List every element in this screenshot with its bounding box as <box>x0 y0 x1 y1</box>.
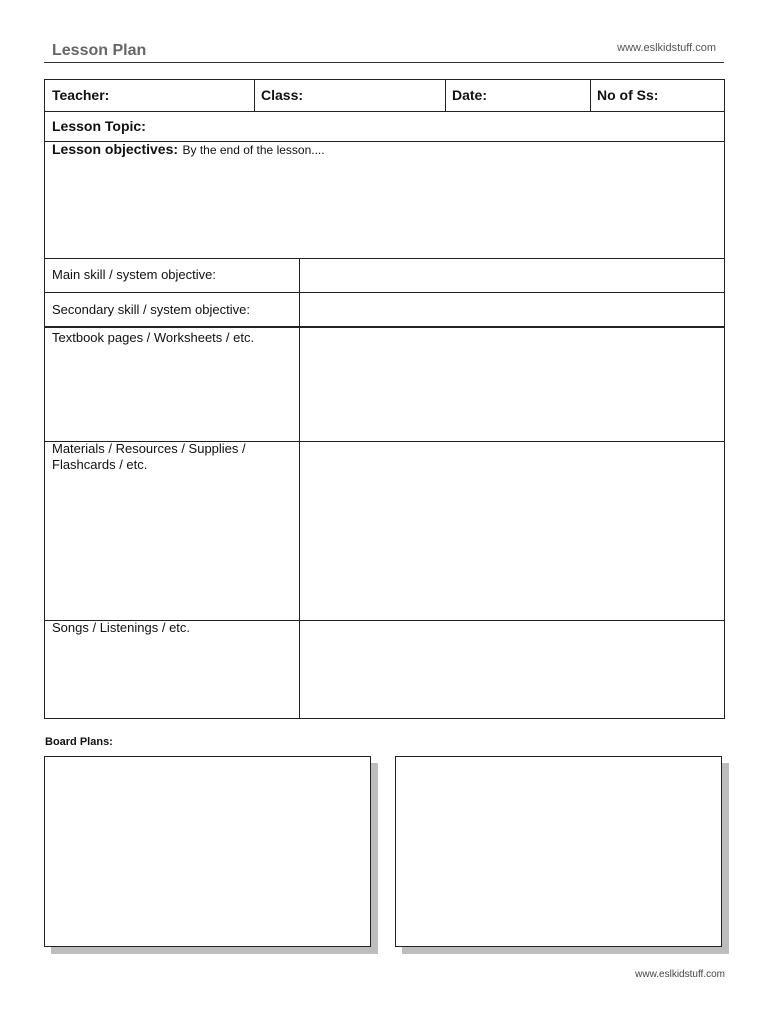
materials-label-line-1: Materials / Resources / Supplies / <box>52 441 246 456</box>
secondary-skill-label: Secondary skill / system objective: <box>52 302 250 317</box>
website-url-top: www.eslkidstuff.com <box>617 42 716 54</box>
title-divider <box>44 62 724 63</box>
materials-label-line-2: Flashcards / etc. <box>52 457 148 472</box>
row-divider <box>45 111 724 112</box>
board-plan-box-right <box>395 756 722 947</box>
textbook-pages-label: Textbook pages / Worksheets / etc. <box>52 330 255 345</box>
column-divider <box>254 80 255 111</box>
number-of-students-label: No of Ss: <box>597 87 659 103</box>
row-divider <box>45 258 724 259</box>
materials-label <box>52 441 246 473</box>
date-label: Date: <box>452 87 488 103</box>
lesson-topic-label: Lesson Topic: <box>52 118 146 134</box>
column-divider <box>445 80 446 111</box>
teacher-label: Teacher: <box>52 87 110 103</box>
website-url-bottom: www.eslkidstuff.com <box>635 969 725 980</box>
row-divider <box>45 292 724 293</box>
class-label: Class: <box>261 87 304 103</box>
board-plans-label: Board Plans: <box>45 736 113 748</box>
column-divider <box>590 80 591 111</box>
row-divider-thick <box>45 326 724 328</box>
lesson-plan-form <box>44 79 725 719</box>
board-plan-box-left <box>44 756 371 947</box>
lesson-objectives-hint: By the end of the lesson.... <box>182 143 325 157</box>
lesson-objectives-row <box>52 141 325 159</box>
lesson-objectives-label: Lesson objectives: <box>52 141 179 157</box>
main-skill-label: Main skill / system objective: <box>52 267 216 282</box>
page-title: Lesson Plan <box>52 42 147 59</box>
songs-listenings-label: Songs / Listenings / etc. <box>52 620 191 635</box>
